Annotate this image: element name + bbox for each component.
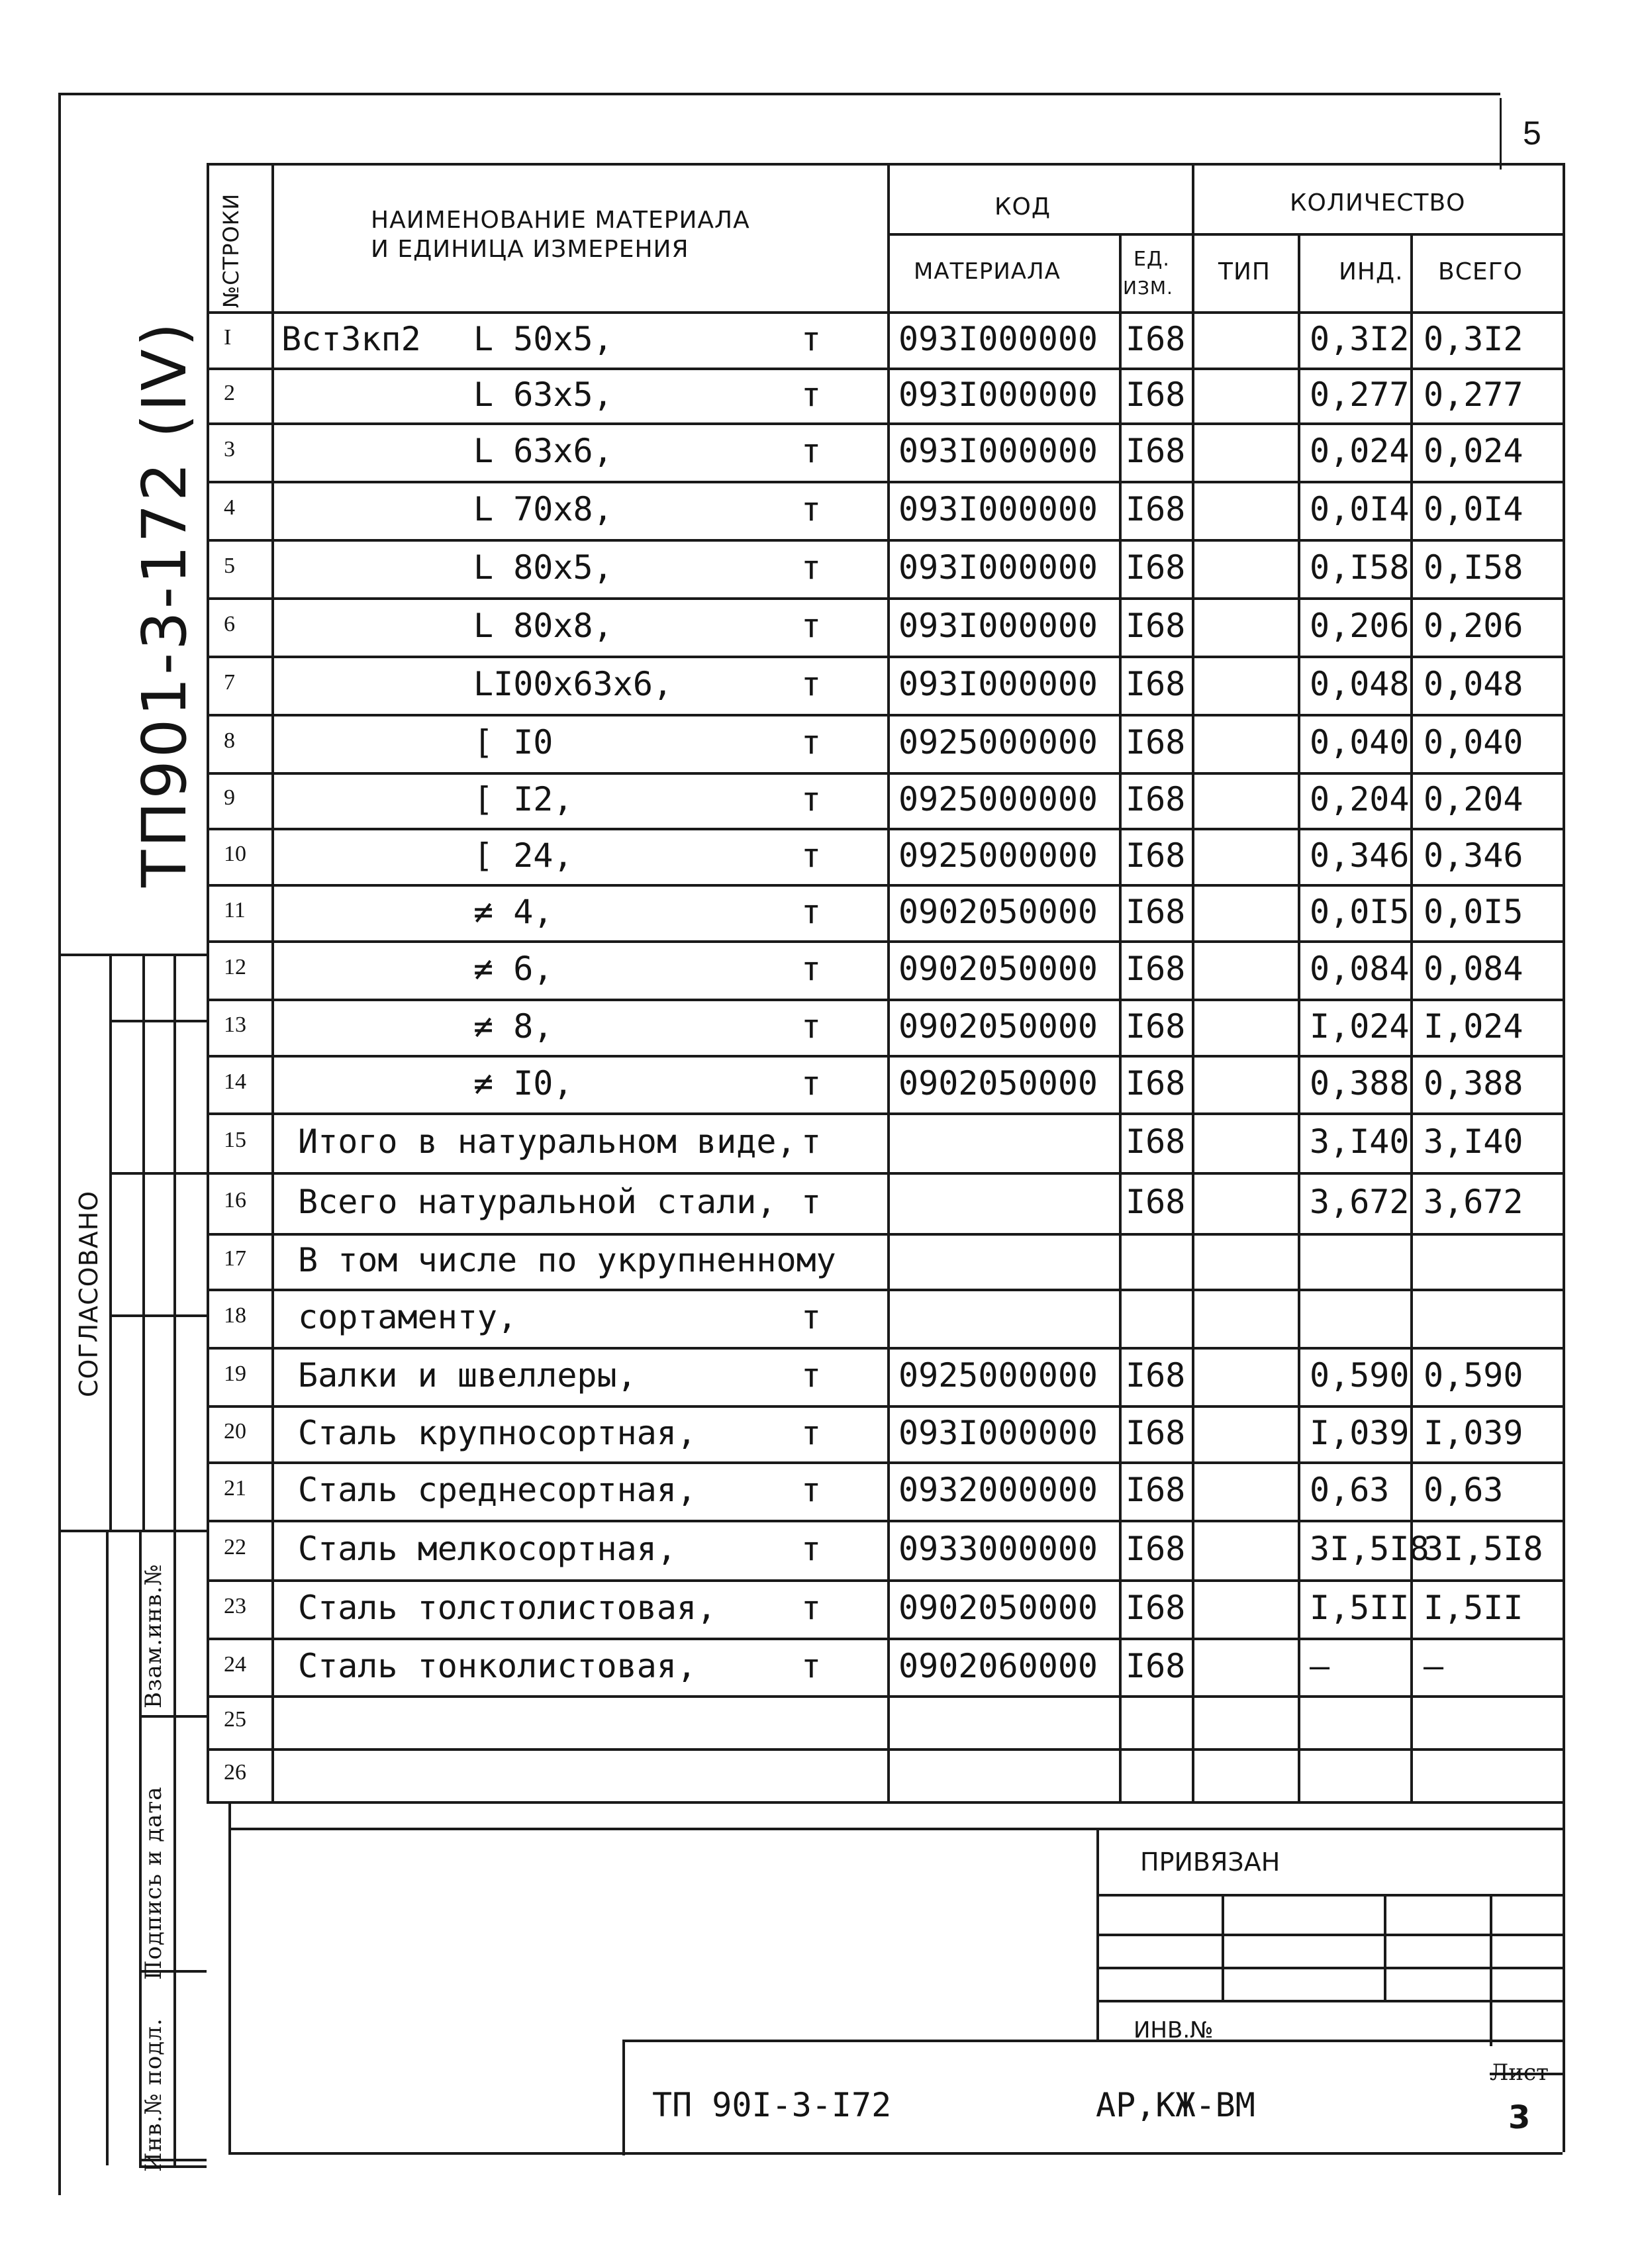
- document-mark: АР,КЖ-ВМ: [1096, 2086, 1255, 2124]
- cell-u: т: [801, 1183, 822, 1221]
- cell-name: L 63x5,: [473, 375, 613, 414]
- cell-unit: I68: [1126, 1413, 1186, 1452]
- cell-name: Сталь мелкосортная,: [298, 1530, 677, 1568]
- side-divider: [58, 1530, 207, 1532]
- cell-u: т: [801, 375, 822, 414]
- cell-name: ≠ 8,: [473, 1007, 554, 1046]
- cell-name: Сталь тонколистовая,: [298, 1646, 697, 1685]
- row-divider: [207, 368, 1563, 370]
- row-divider: [207, 1055, 1563, 1058]
- cell-ind: 3I,5I8: [1310, 1530, 1429, 1568]
- cell-n: 25: [224, 1707, 246, 1732]
- header-material: МАТЕРИАЛА: [914, 258, 1061, 285]
- agreed-row: [109, 1172, 207, 1175]
- cell-total: 0,0I4: [1424, 490, 1523, 528]
- cell-code: 093I000000: [898, 432, 1098, 470]
- side-col: [173, 1530, 176, 2165]
- cell-u: т: [801, 1589, 822, 1627]
- footer-title-left: [622, 2040, 625, 2155]
- cell-u: т: [801, 548, 822, 587]
- footer-col: [1490, 1894, 1492, 2046]
- cell-ind: 0,084: [1310, 950, 1410, 988]
- cell-total: 0,388: [1424, 1063, 1523, 1103]
- cell-name: сортаменту,: [298, 1298, 518, 1336]
- row-divider: [207, 1405, 1563, 1408]
- footer-left: [228, 1801, 231, 2152]
- header-code: КОД: [994, 193, 1051, 221]
- cell-code: 093I000000: [898, 375, 1098, 414]
- row-divider: [207, 999, 1563, 1001]
- cell-u: т: [801, 432, 822, 470]
- row-divider: [207, 1695, 1563, 1698]
- cell-u: т: [801, 1413, 822, 1452]
- row-divider: [207, 1289, 1563, 1291]
- cell-unit: I68: [1126, 1589, 1186, 1627]
- table-left-border: [207, 163, 209, 1801]
- row-number-divider: [271, 163, 274, 1801]
- header-row-number: №СТРОКИ: [218, 193, 244, 308]
- row-divider: [207, 1801, 1563, 1804]
- cell-code: 0902060000: [898, 1646, 1098, 1685]
- cell-name: Итого в натуральном виде,: [298, 1122, 797, 1161]
- cell-total: 3,672: [1424, 1183, 1523, 1221]
- cell-u: т: [801, 665, 822, 703]
- cell-code: 093I000000: [898, 1413, 1098, 1452]
- cell-code: 0902050000: [898, 892, 1098, 931]
- cell-ind: 0,0I4: [1310, 490, 1410, 528]
- cell-ind: 0,024: [1310, 432, 1410, 470]
- row-divider: [207, 1233, 1563, 1236]
- page-number: 5: [1523, 115, 1541, 152]
- footer-col: [1384, 1894, 1386, 2000]
- cell-n: 6: [224, 612, 235, 636]
- cell-unit: I68: [1126, 319, 1186, 358]
- cell-unit: I68: [1126, 1646, 1186, 1685]
- cell-total: 0,63: [1424, 1471, 1504, 1509]
- table-top-border: [207, 163, 1563, 166]
- cell-total: I,039: [1424, 1413, 1523, 1452]
- cell-u: т: [801, 892, 822, 931]
- document-code: ТП 90I-3-I72: [652, 2086, 892, 2124]
- cell-name: L 80x5,: [473, 548, 613, 587]
- cell-code: 0925000000: [898, 836, 1098, 875]
- footer-row: [1096, 1967, 1563, 1969]
- footer-col: [1222, 1894, 1224, 2000]
- cell-code: 0925000000: [898, 780, 1098, 818]
- cell-unit: I68: [1126, 548, 1186, 587]
- cell-n: 19: [224, 1361, 246, 1386]
- cell-name: Всего натуральной стали,: [298, 1183, 777, 1221]
- cell-unit: I68: [1126, 1183, 1186, 1221]
- agreed-row: [109, 1314, 207, 1317]
- row-divider: [207, 656, 1563, 658]
- cell-name: LI00x63x6,: [473, 665, 673, 703]
- cell-u: т: [801, 1122, 822, 1161]
- footer-row: [1096, 1934, 1563, 1936]
- row-divider: [207, 1638, 1563, 1640]
- cell-name: ≠ 4,: [473, 892, 554, 931]
- cell-n: 21: [224, 1476, 246, 1501]
- header-total: ВСЕГО: [1438, 258, 1523, 285]
- footer-right: [1563, 1801, 1565, 2152]
- cell-code: 0932000000: [898, 1471, 1098, 1509]
- cell-total: I,024: [1424, 1007, 1523, 1046]
- cell-u: т: [801, 1471, 822, 1509]
- cell-grade: ВстЗкп2: [281, 319, 421, 358]
- footer-top: [228, 1828, 1563, 1830]
- privyazan-label: ПРИВЯЗАН: [1140, 1848, 1280, 1877]
- cell-name: Балки и швеллеры,: [298, 1356, 637, 1395]
- row-divider: [207, 884, 1563, 887]
- header-bottom-border: [207, 311, 1563, 314]
- cell-total: 3I,5I8: [1424, 1530, 1543, 1568]
- row-divider: [207, 940, 1563, 943]
- cell-n: 17: [224, 1246, 246, 1271]
- cell-code: 093I000000: [898, 490, 1098, 528]
- cell-n: 18: [224, 1303, 246, 1328]
- cell-u: т: [801, 490, 822, 528]
- sheet-label: Лист: [1490, 2059, 1549, 2086]
- cell-code: 093I000000: [898, 548, 1098, 587]
- cell-code: 0902050000: [898, 1007, 1098, 1046]
- cell-n: 2: [224, 380, 235, 405]
- cell-total: 0,I58: [1424, 548, 1523, 587]
- row-divider: [207, 1112, 1563, 1115]
- row-divider: [207, 1748, 1563, 1751]
- row-divider: [207, 714, 1563, 716]
- cell-name: Сталь среднесортная,: [298, 1471, 697, 1509]
- cell-unit: I68: [1126, 836, 1186, 875]
- cell-code: 093I000000: [898, 607, 1098, 645]
- cell-unit: I68: [1126, 950, 1186, 988]
- row-divider: [207, 1579, 1563, 1582]
- cell-code: 0902050000: [898, 1063, 1098, 1103]
- cell-total: 0,024: [1424, 432, 1523, 470]
- cell-ind: 0,590: [1310, 1356, 1410, 1395]
- header-name-line1: НАИМЕНОВАНИЕ МАТЕРИАЛА: [371, 207, 750, 234]
- cell-total: 0,590: [1424, 1356, 1523, 1395]
- row-divider: [207, 1520, 1563, 1522]
- cell-n: 3: [224, 437, 235, 462]
- cell-name: L 63x6,: [473, 432, 613, 470]
- cell-code: 093I000000: [898, 665, 1098, 703]
- cell-ind: 0,346: [1310, 836, 1410, 875]
- cell-u: т: [801, 319, 822, 358]
- cell-ind: 0,63: [1310, 1471, 1390, 1509]
- cell-u: т: [801, 1298, 822, 1336]
- cell-unit: I68: [1126, 490, 1186, 528]
- cell-unit: I68: [1126, 780, 1186, 818]
- cell-name: [ 24,: [473, 836, 573, 875]
- cell-ind: I,5II: [1310, 1589, 1410, 1627]
- inv-podl-label: Инв.№ подл.: [140, 2018, 167, 2172]
- footer-bottom: [228, 2152, 1563, 2155]
- cell-unit: I68: [1126, 375, 1186, 414]
- cell-name: L 80x8,: [473, 607, 613, 645]
- sheet-number: 3: [1508, 2099, 1531, 2136]
- row-divider: [207, 1347, 1563, 1350]
- inv-no-label: ИНВ.№: [1134, 2017, 1214, 2044]
- agreed-col2: [142, 954, 145, 1530]
- row-divider: [207, 1172, 1563, 1175]
- cell-name: Сталь толстолистовая,: [298, 1589, 717, 1627]
- cell-unit: I68: [1126, 1007, 1186, 1046]
- cell-ind: 0,3I2: [1310, 319, 1410, 358]
- cell-code: 0933000000: [898, 1530, 1098, 1568]
- cell-n: 7: [224, 670, 235, 695]
- header-ind: ИНД.: [1339, 258, 1404, 285]
- cell-u: т: [801, 780, 822, 818]
- cell-ind: 0,040: [1310, 723, 1410, 762]
- cell-n: 13: [224, 1012, 246, 1037]
- cell-ind: 3,672: [1310, 1183, 1410, 1221]
- cell-total: 0,084: [1424, 950, 1523, 988]
- cell-total: 0,0I5: [1424, 892, 1523, 931]
- header-quantity: КОЛИЧЕСТВО: [1290, 189, 1466, 217]
- row-divider: [207, 597, 1563, 600]
- cell-u: т: [801, 950, 822, 988]
- cell-name: В том числе по укрупненному: [298, 1241, 836, 1279]
- cell-n: 23: [224, 1594, 246, 1618]
- cell-n: 15: [224, 1128, 246, 1152]
- cell-total: 0,277: [1424, 375, 1523, 414]
- row-divider: [207, 539, 1563, 542]
- header-unit-line1: ЕД.: [1134, 248, 1170, 271]
- cell-ind: 3,I40: [1310, 1122, 1410, 1161]
- cell-ind: I,039: [1310, 1413, 1410, 1452]
- agreed-label: СОГЛАСОВАНО: [74, 1190, 103, 1397]
- cell-n: 10: [224, 841, 246, 866]
- cell-unit: I68: [1126, 665, 1186, 703]
- cell-u: т: [801, 836, 822, 875]
- cell-unit: I68: [1126, 723, 1186, 762]
- cell-total: 0,3I2: [1424, 319, 1523, 358]
- row-divider: [207, 772, 1563, 775]
- cell-total: 0,048: [1424, 665, 1523, 703]
- cell-total: 0,206: [1424, 607, 1523, 645]
- cell-unit: I68: [1126, 1530, 1186, 1568]
- cell-name: [ I2,: [473, 780, 573, 818]
- signature-date-label: Подпись и дата: [140, 1786, 167, 1980]
- cell-n: 16: [224, 1188, 246, 1212]
- cell-n: 5: [224, 554, 235, 578]
- cell-name: L 70x8,: [473, 490, 613, 528]
- type-ind-divider: [1298, 233, 1300, 1801]
- footer-row: [1096, 2000, 1563, 2002]
- cell-u: т: [801, 1007, 822, 1046]
- cell-n: 26: [224, 1760, 246, 1785]
- cell-n: 12: [224, 955, 246, 979]
- cell-u: т: [801, 607, 822, 645]
- cell-total: 0,040: [1424, 723, 1523, 762]
- cell-ind: 0,277: [1310, 375, 1410, 414]
- agreed-row: [109, 1020, 207, 1022]
- cell-name: Сталь крупносортная,: [298, 1413, 697, 1452]
- cell-unit: I68: [1126, 1471, 1186, 1509]
- cell-code: 0925000000: [898, 723, 1098, 762]
- cell-ind: 0,206: [1310, 607, 1410, 645]
- cell-n: 24: [224, 1652, 246, 1677]
- footer-row: [1096, 1894, 1563, 1897]
- footer-title-top: [622, 2040, 1563, 2042]
- agreed-col1: [109, 954, 112, 1530]
- cell-ind: 0,I58: [1310, 548, 1410, 587]
- agreed-top: [58, 954, 207, 956]
- vzam-inv-label: Взам.инв.№: [140, 1563, 167, 1708]
- cell-total: I,5II: [1424, 1589, 1523, 1627]
- cell-n: 20: [224, 1418, 246, 1444]
- cell-code: 0902050000: [898, 1589, 1098, 1627]
- cell-unit: I68: [1126, 1122, 1186, 1161]
- cell-total: –: [1424, 1646, 1444, 1685]
- cell-n: 14: [224, 1069, 246, 1094]
- row-divider: [207, 481, 1563, 483]
- cell-code: 0902050000: [898, 950, 1098, 988]
- name-code-divider: [887, 163, 890, 1801]
- cell-code: 0925000000: [898, 1356, 1098, 1395]
- cell-u: т: [801, 723, 822, 762]
- row-divider: [207, 1461, 1563, 1464]
- side-col: [106, 1530, 109, 2165]
- cell-code: 093I000000: [898, 319, 1098, 358]
- cell-name: [ I0: [473, 723, 554, 762]
- cell-total: 3,I40: [1424, 1122, 1523, 1161]
- material-unit-divider: [1119, 233, 1122, 1801]
- cell-u: т: [801, 1063, 822, 1103]
- code-qty-divider: [1192, 163, 1194, 1801]
- cell-ind: I,024: [1310, 1007, 1410, 1046]
- cell-unit: I68: [1126, 607, 1186, 645]
- table-right-border: [1563, 163, 1565, 1801]
- agreed-col3: [173, 954, 176, 1530]
- row-divider: [207, 422, 1563, 425]
- header-type: ТИП: [1218, 258, 1271, 285]
- cell-name: L 50x5,: [473, 319, 613, 358]
- cell-ind: 0,388: [1310, 1063, 1410, 1103]
- cell-ind: 0,204: [1310, 780, 1410, 818]
- cell-total: 0,204: [1424, 780, 1523, 818]
- cell-unit: I68: [1126, 892, 1186, 931]
- cell-unit: I68: [1126, 1356, 1186, 1395]
- cell-unit: I68: [1126, 1063, 1186, 1103]
- stamp-vertical: ТП901-3-172 (IV): [129, 320, 200, 887]
- cell-n: 8: [224, 728, 235, 753]
- row-divider: [207, 828, 1563, 830]
- cell-ind: 0,0I5: [1310, 892, 1410, 931]
- cell-n: I: [224, 324, 232, 350]
- cell-ind: –: [1310, 1646, 1330, 1685]
- cell-u: т: [801, 1530, 822, 1568]
- cell-ind: 0,048: [1310, 665, 1410, 703]
- cell-name: ≠ 6,: [473, 950, 554, 988]
- cell-u: т: [801, 1646, 822, 1685]
- cell-n: 9: [224, 785, 235, 810]
- cell-n: 4: [224, 495, 235, 520]
- cell-u: т: [801, 1356, 822, 1395]
- cell-name: ≠ I0,: [473, 1063, 573, 1103]
- cell-total: 0,346: [1424, 836, 1523, 875]
- cell-unit: I68: [1126, 432, 1186, 470]
- cell-n: 22: [224, 1535, 246, 1559]
- cell-n: 11: [224, 897, 246, 922]
- header-sub-divider: [887, 233, 1563, 236]
- header-unit-line2: ИЗМ.: [1123, 277, 1173, 299]
- side-row: [139, 1715, 207, 1718]
- header-name-line2: И ЕДИНИЦА ИЗМЕРЕНИЯ: [371, 236, 689, 263]
